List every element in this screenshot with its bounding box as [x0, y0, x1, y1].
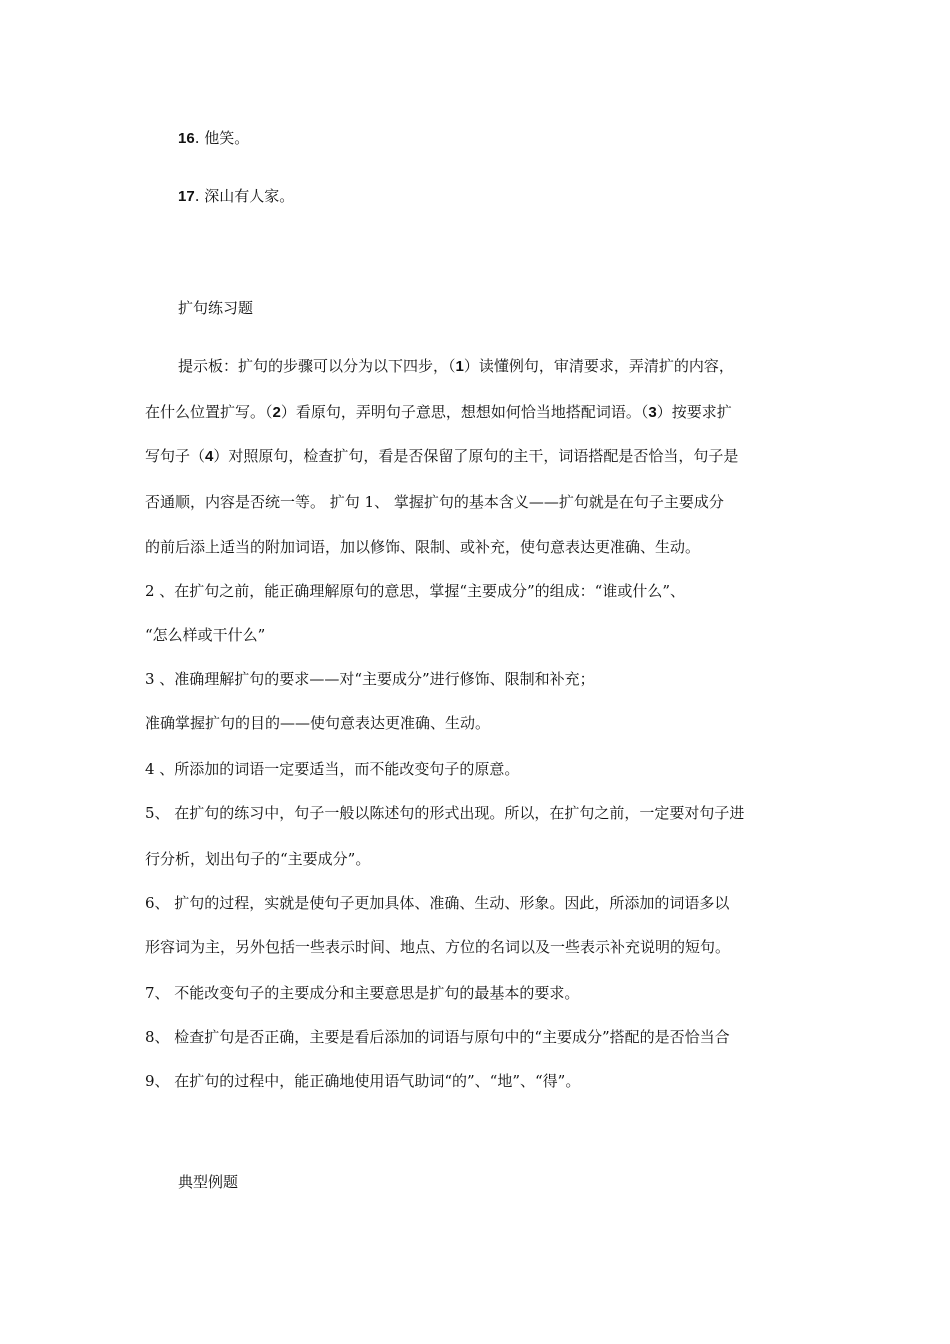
list-item-17: [178, 186, 294, 207]
point-3-line-2: 准确掌握扩句的目的——使句意表达更准确、生动。: [145, 714, 491, 732]
point-7: 7、 不能改变句子的主要成分和主要意思是扩句的最基本的要求。: [145, 984, 580, 1002]
hint-text: 写句子（: [145, 447, 206, 465]
step-number: 3: [648, 404, 657, 421]
item-number: 16: [178, 130, 195, 147]
hint-line-1: [178, 356, 734, 377]
section-title: 扩句练习题: [178, 299, 254, 317]
point-3-line-1: 3 、准确理解扩句的要求——对“主要成分”进行修饰、限制和补充；: [145, 670, 595, 688]
point-8: 8、 检查扩句是否正确，主要是看后添加的词语与原句中的“主要成分”搭配的是否恰当合: [145, 1028, 730, 1046]
item-text: . 他笑。: [194, 129, 250, 147]
hint-text: ）对照原句，检查扩句，看是否保留了原句的主干，词语搭配是否恰当，句子是: [213, 447, 739, 465]
point-5-line-1: 5、 在扩句的练习中，句子一般以陈述句的形式出现。所以，在扩句之前，一定要对句子进: [145, 804, 745, 822]
hint-text: ）按要求扩: [656, 403, 732, 421]
hint-text: ）看原句，弄明句子意思，想想如何恰当地搭配词语。（: [280, 403, 649, 421]
hint-text: 在什么位置扩写。（: [145, 403, 273, 421]
step-number: 4: [205, 448, 214, 465]
point-2-line-1: 2 、在扩句之前，能正确理解原句的意思，掌握“主要成分”的组成：“谁或什么”、: [145, 582, 685, 600]
step-number: 1: [455, 358, 464, 375]
item-text: . 深山有人家。: [194, 187, 295, 205]
list-item-16: [178, 128, 249, 149]
hint-line-4: 否通顺，内容是否统一等。 扩句 1、 掌握扩句的基本含义——扩句就是在句子主要成分: [145, 493, 724, 511]
hint-text: 提示板：扩句的步骤可以分为以下四步，（: [178, 357, 456, 375]
hint-text: ）读懂例句，审清要求，弄清扩的内容，: [463, 357, 734, 375]
point-4: 4 、所添加的词语一定要适当，而不能改变句子的原意。: [145, 760, 520, 778]
hint-line-2: [145, 402, 732, 423]
point-5-line-2: 行分析，划出句子的“主要成分”。: [145, 850, 371, 868]
item-number: 17: [178, 188, 195, 205]
point-9: 9、 在扩句的过程中，能正确地使用语气助词“的”、“地”、“得”。: [145, 1072, 581, 1090]
point-6-line-1: 6、 扩句的过程，实就是使句子更加具体、准确、生动、形象。因此，所添加的词语多以: [145, 894, 730, 912]
point-6-line-2: 形容词为主，另外包括一些表示时间、地点、方位的名词以及一些表示补充说明的短句。: [145, 938, 731, 956]
point-2-line-2: “怎么样或干什么”: [145, 626, 266, 644]
step-number: 2: [272, 404, 281, 421]
hint-line-5: 的前后添上适当的附加词语，加以修饰、限制、或补充，使句意表达更准确、生动。: [145, 538, 701, 556]
hint-line-3: [145, 446, 738, 467]
section2-title: 典型例题: [178, 1173, 239, 1191]
